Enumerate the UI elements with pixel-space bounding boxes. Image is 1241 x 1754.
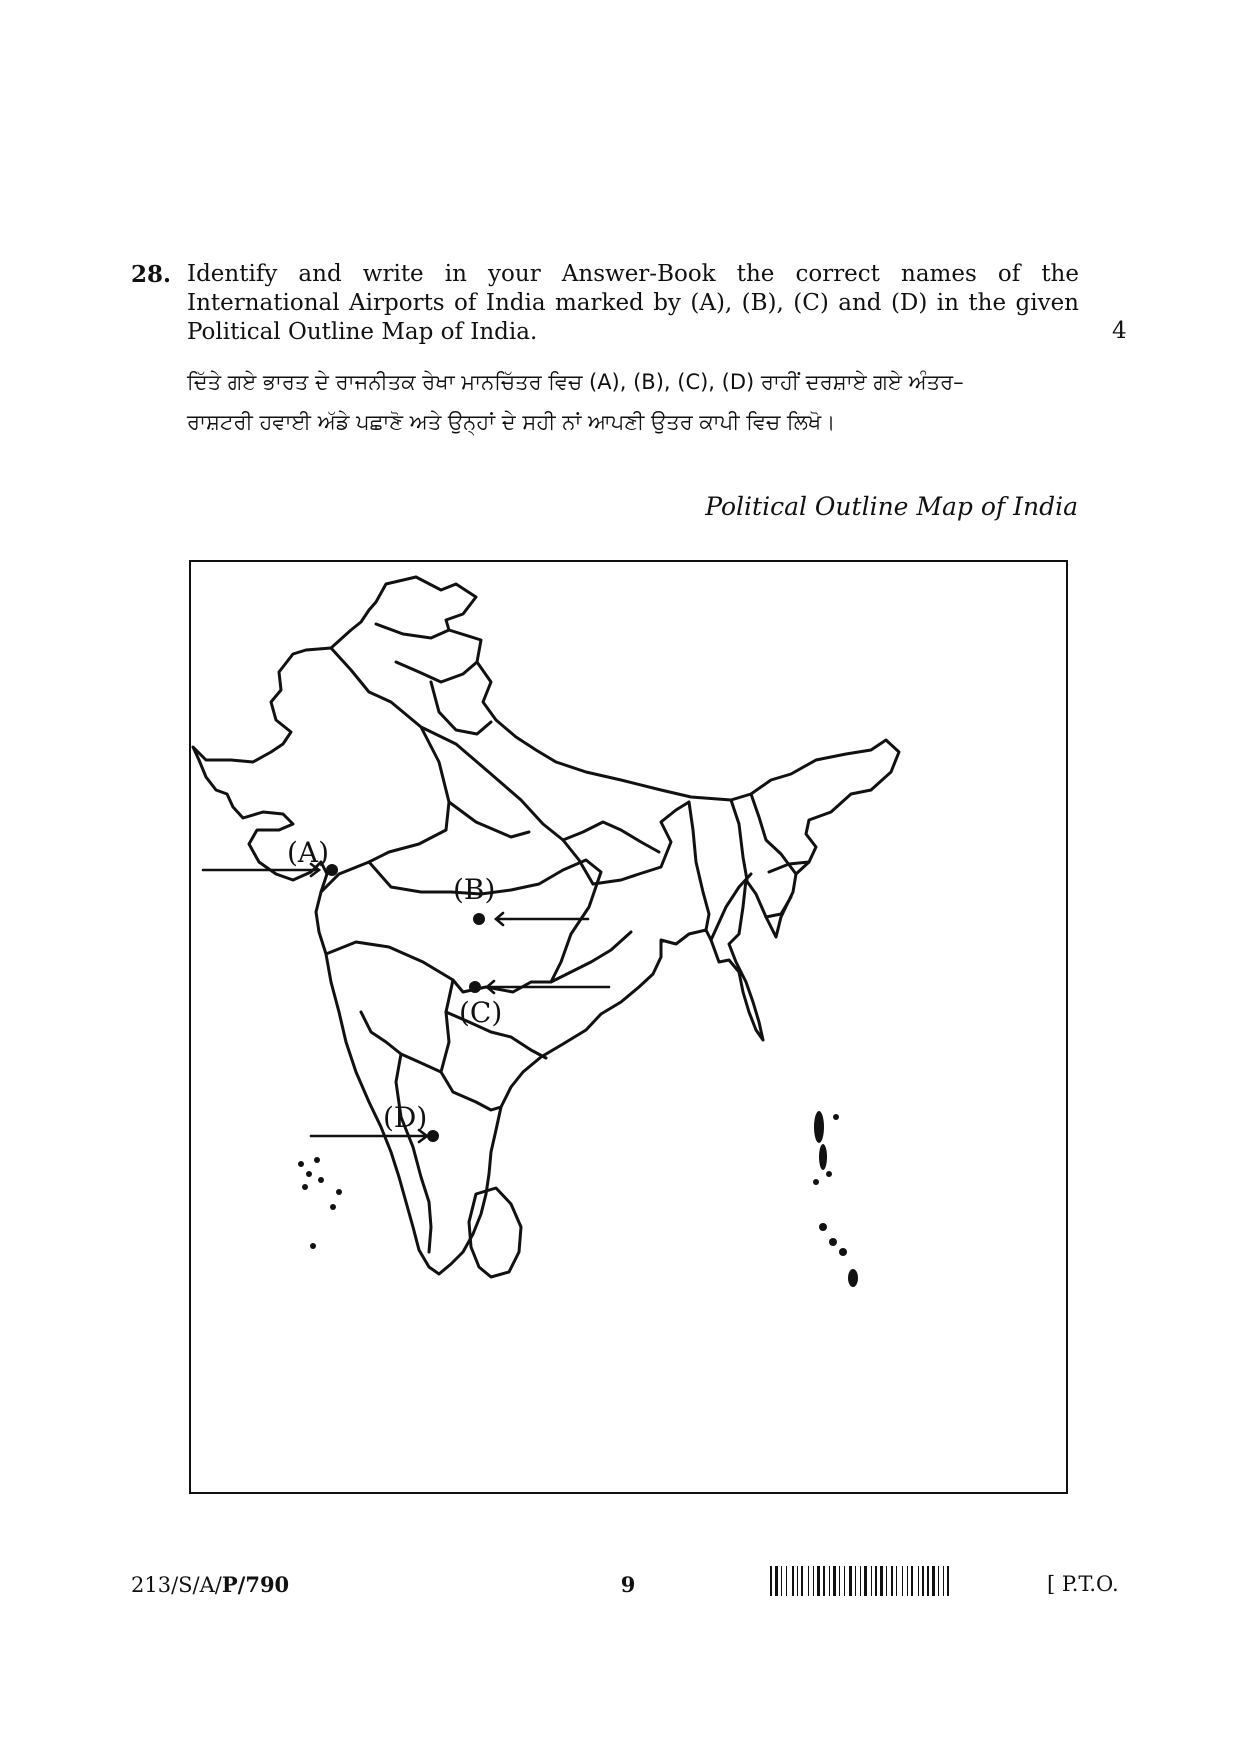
punjabi-line-1: ਦਿੱਤੇ ਗਏ ਭਾਰਤ ਦੇ ਰਾਜਨੀਤਕ ਰੇਖਾ ਮਾਨਚਿੱਤਰ ਵਿਚ (A), (B), (C), (D) ਰਾਹੀਂ ਦਰਸ਼ਾਏ ਗਏ ਅੰਤਰ– [187, 370, 964, 394]
barcode-bar [833, 1566, 836, 1596]
pto-label: [ P.T.O. [1047, 1572, 1119, 1596]
barcode-bar [918, 1566, 919, 1596]
barcode-bar [911, 1566, 913, 1596]
barcode-bar [886, 1566, 887, 1596]
barcode [770, 1566, 1037, 1596]
lakshadweep-islands [298, 1157, 342, 1249]
barcode-bar [864, 1566, 867, 1596]
barcode-bar [817, 1566, 820, 1596]
barcode-bar [792, 1566, 794, 1596]
barcode-bar [938, 1566, 939, 1596]
barcode-bar [844, 1566, 845, 1596]
question-marks: 4 [1112, 318, 1127, 344]
barcode-bar [839, 1566, 840, 1596]
india-outline [193, 577, 899, 1274]
barcode-bar [801, 1566, 803, 1596]
barcode-bar [775, 1566, 778, 1596]
question-number: 28. [131, 261, 172, 288]
map-caption: Political Outline Map of India [705, 492, 1078, 521]
barcode-bar [823, 1566, 825, 1596]
punjabi-line-2: ਰਾਸ਼ਟਰੀ ਹਵਾਈ ਅੱਡੇ ਪਛਾਣੋ ਅਤੇ ਉਨ੍ਹਾਂ ਦੇ ਸਹੀ ਨਾਂ ਆਪਣੀ ਉਤਰ ਕਾਪੀ ਵਿਚ ਲਿਖੋ। [187, 410, 836, 434]
barcode-bar [927, 1566, 929, 1596]
map-frame [189, 560, 1068, 1494]
india-outline-map [191, 562, 1066, 1492]
marker-c-label: (C) [459, 996, 503, 1029]
barcode-bar [770, 1566, 772, 1596]
barcode-bar [786, 1566, 787, 1596]
marker-a-label: (A) [287, 836, 330, 869]
barcode-bar [932, 1566, 935, 1596]
marker-c-dot [469, 981, 481, 993]
barcode-bar [813, 1566, 814, 1596]
barcode-bar [875, 1566, 877, 1596]
marker-d-dot [427, 1130, 439, 1142]
question-text-punjabi [187, 362, 1079, 442]
marker-d-label: (D) [383, 1101, 428, 1134]
barcode-bar [902, 1566, 903, 1596]
barcode-bar [860, 1566, 861, 1596]
paper-code-prefix: 213/S/A/ [131, 1573, 222, 1597]
barcode-bar [829, 1566, 830, 1596]
barcode-bar [781, 1566, 782, 1596]
paper-code-bold: P/790 [221, 1572, 290, 1597]
barcode-bar [808, 1566, 809, 1596]
barcode-bar [880, 1566, 883, 1596]
andaman-nicobar-islands [813, 1111, 858, 1287]
barcode-bar [891, 1566, 893, 1596]
barcode-bar [907, 1566, 908, 1596]
barcode-bar [855, 1566, 856, 1596]
barcode-bar [797, 1566, 798, 1596]
barcode-bar [922, 1566, 924, 1596]
marker-b-dot [473, 913, 485, 925]
barcode-bar [947, 1566, 949, 1596]
page-number: 9 [620, 1572, 636, 1597]
sri-lanka-outline [469, 1188, 521, 1277]
barcode-bar [871, 1566, 872, 1596]
barcode-bar [896, 1566, 897, 1596]
paper-code [131, 1572, 289, 1597]
barcode-bar [849, 1566, 852, 1596]
barcode-bar [943, 1566, 944, 1596]
question-text-english: Identify and write in your Answer-Book the correct names of the International Airports of India marked by (A), (B), (C) and (D) in the given Political Outline Map of India. [187, 261, 1079, 345]
marker-b-label: (B) [453, 873, 496, 906]
